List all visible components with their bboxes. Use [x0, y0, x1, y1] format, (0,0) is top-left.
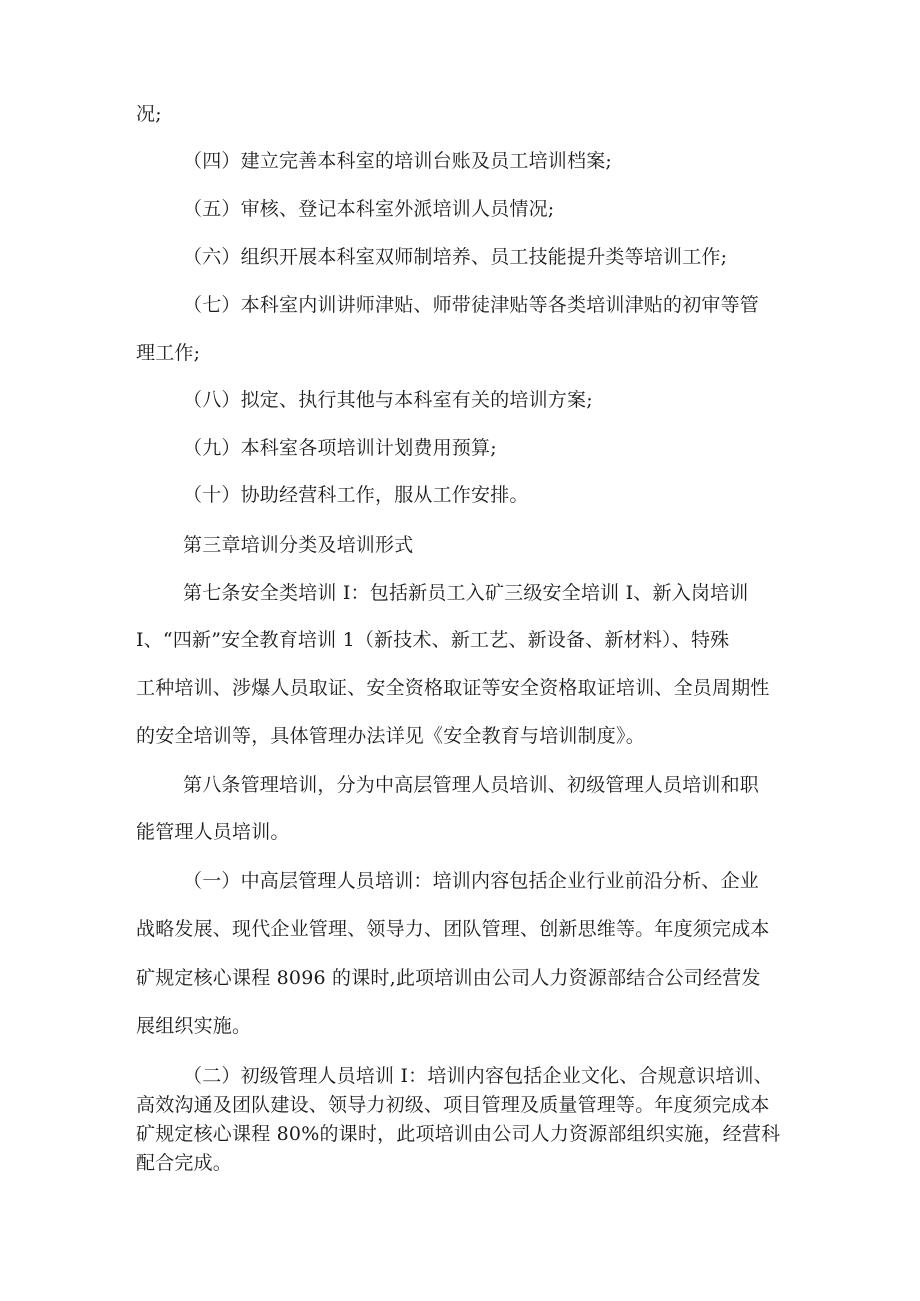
text-line-21: （二）初级管理人员培训 I：培训内容包括企业文化、合规意识培训、 — [183, 1065, 773, 1087]
text-line-24: 配合完成。 — [136, 1152, 233, 1174]
text-line-7: （八）拟定、执行其他与本科室有关的培训方案; — [183, 389, 593, 411]
text-line-4: （六）组织开展本科室双师制培养、员工技能提升类等培训工作; — [183, 246, 728, 268]
text-line-3: （五）审核、登记本科室外派培训人员情况; — [183, 198, 555, 220]
text-line-6: 理工作; — [136, 342, 201, 364]
text-line-19: 矿规定核心课程 8096 的课时,此项培训由公司人力资源部结合公司经营发 — [136, 967, 761, 989]
text-line-2: （四）建立完善本科室的培训台账及员工培训档案; — [183, 150, 613, 172]
text-line-15: 第八条管理培训，分为中高层管理人员培训、初级管理人员培训和职 — [183, 774, 760, 796]
chapter-heading: 第三章培训分类及培训形式 — [183, 534, 414, 556]
text-line-1: 况; — [136, 103, 162, 125]
text-line-20: 展组织实施。 — [136, 1015, 252, 1037]
text-line-17: （一）中高层管理人员培训：培训内容包括企业行业前沿分析、企业 — [183, 870, 760, 892]
text-line-13: 工种培训、涉爆人员取证、安全资格取证等安全资格取证培训、全员周期性 — [136, 677, 770, 699]
text-line-12: I、“四新”安全教育培训 1（新技术、新工艺、新设备、新材料）、特殊 — [136, 629, 730, 651]
text-line-8: （九）本科室各项培训计划费用预算; — [183, 437, 497, 459]
text-line-23: 矿规定核心课程 80%的课时，此项培训由公司人力资源部组织实施，经营科 — [136, 1123, 781, 1145]
text-line-9: （十）协助经营科工作，服从工作安排。 — [183, 484, 529, 506]
text-line-14: 的安全培训等，具体管理办法详见《安全教育与培训制度》。 — [136, 725, 645, 747]
text-line-5: （七）本科室内训讲师津贴、师带徒津贴等各类培训津贴的初审等管 — [183, 294, 760, 316]
text-line-18: 战略发展、现代企业管理、领导力、团队管理、创新思维等。年度须完成本 — [136, 918, 770, 940]
text-line-11: 第七条安全类培训 I：包括新员工入矿三级安全培训 I、新入岗培训 — [183, 582, 749, 604]
text-line-22: 高效沟通及团队建设、领导力初级、项目管理及质量管理等。年度须完成本 — [136, 1094, 770, 1116]
text-line-16: 能管理人员培训。 — [136, 821, 290, 843]
